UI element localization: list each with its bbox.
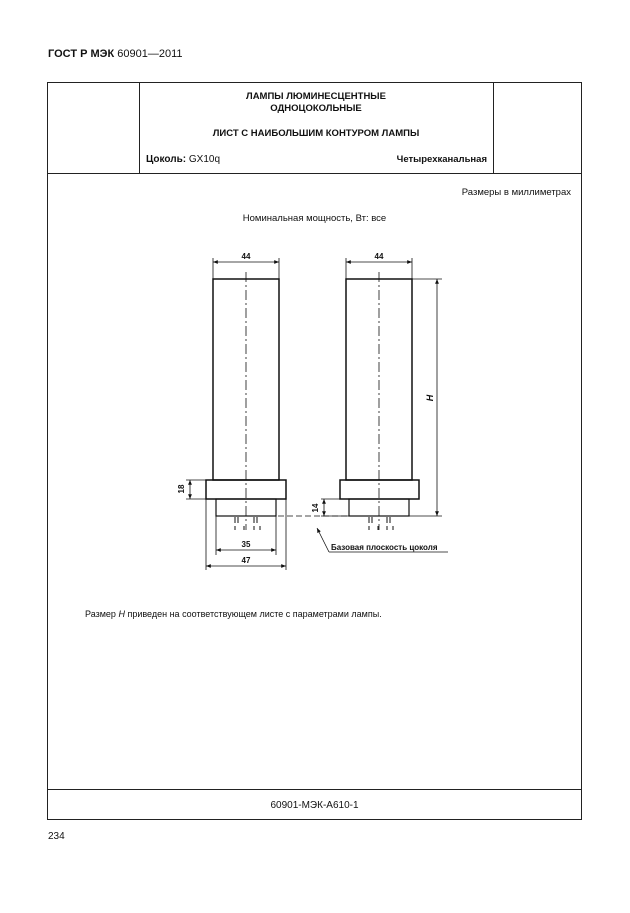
units-note: Размеры в миллиметрах — [461, 187, 571, 198]
sheet-subtitle: ЛИСТ С НАИБОЛЬШИМ КОНТУРОМ ЛАМПЫ — [212, 128, 420, 139]
base-type-value: GX10q — [188, 154, 221, 165]
dim-text-47: 47 — [241, 556, 251, 565]
dim-text-14: 14 — [311, 503, 320, 513]
lamp-variant: Четырехканальная — [396, 154, 487, 165]
page-number: 234 — [48, 831, 65, 842]
note-suffix: приведен на соответствующем листе с параметрами лампы. — [127, 609, 382, 619]
note-prefix: Размер — [85, 609, 116, 619]
standard-prefix: ГОСТ Р МЭК — [48, 48, 115, 60]
lamp-side-view — [317, 258, 448, 552]
pin-marks-left — [235, 517, 260, 530]
dim-text-h: H — [425, 394, 435, 402]
sheet-title-line2: ОДНОЦОКОЛЬНЫЕ — [270, 103, 362, 114]
standard-number: 60901—2011 — [117, 48, 183, 60]
note-variable: H — [118, 609, 125, 619]
dim-text-18: 18 — [177, 484, 186, 494]
sheet-code: 60901-МЭК-А610-1 — [270, 800, 359, 811]
reference-plane-leader — [317, 528, 329, 552]
lamp-base-right — [340, 480, 419, 499]
dim-text-44-left: 44 — [241, 252, 251, 261]
reference-plane-label: Базовая плоскость цоколя — [331, 543, 438, 552]
base-type-label: Цоколь: — [146, 154, 187, 165]
power-note: Номинальная мощность, Вт: все — [242, 213, 387, 224]
dim-text-35: 35 — [241, 540, 251, 549]
pin-marks-right — [369, 517, 393, 530]
sheet-title-line1: ЛАМПЫ ЛЮМИНЕСЦЕНТНЫЕ — [246, 91, 386, 102]
dim-text-44-right: 44 — [374, 252, 384, 261]
lamp-front-view — [186, 258, 355, 570]
